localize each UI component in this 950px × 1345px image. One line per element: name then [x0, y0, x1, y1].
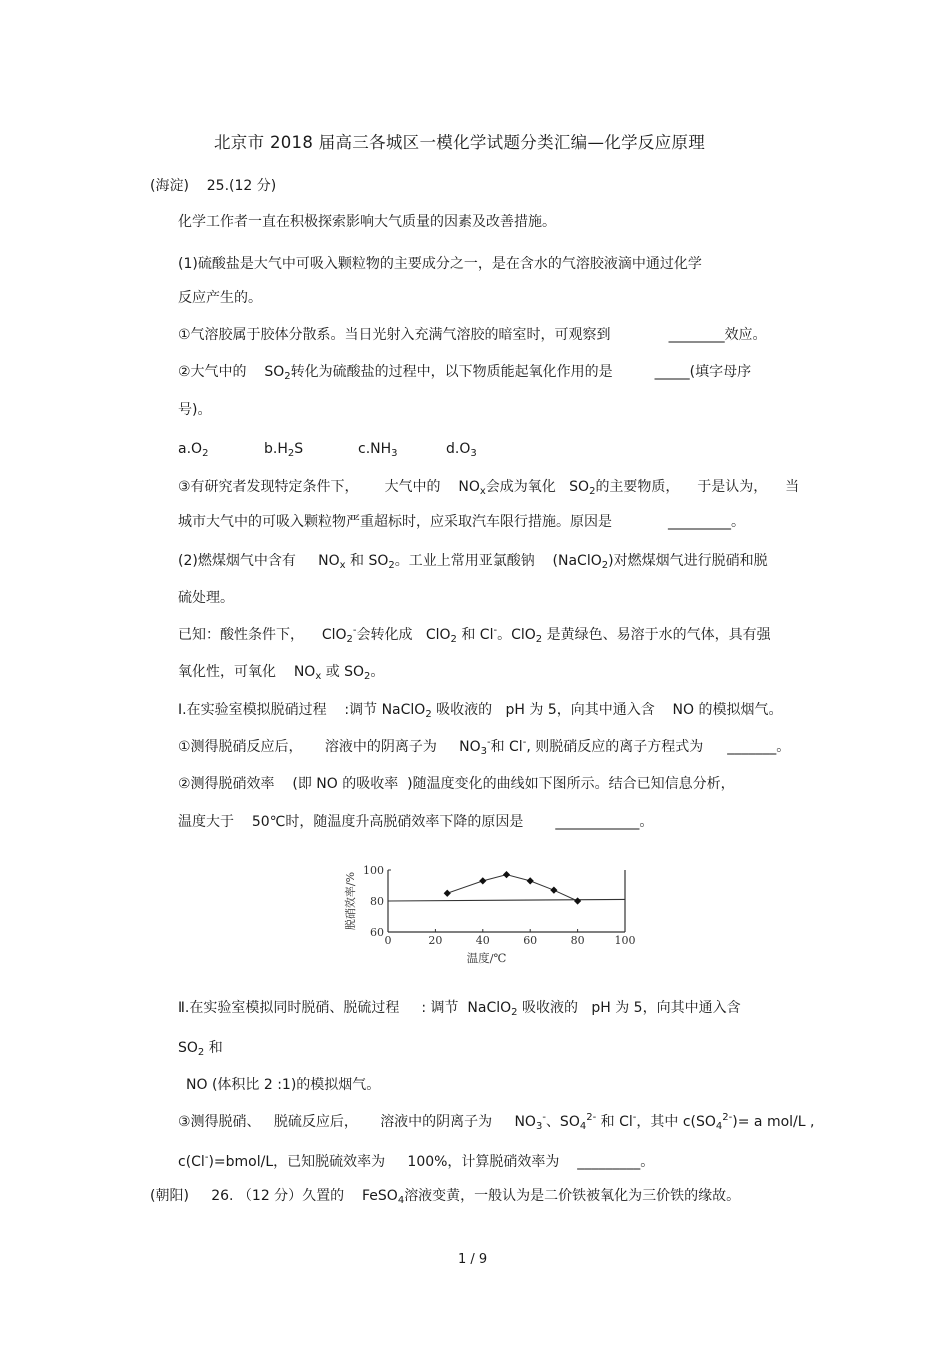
question-number: 25.(12 分)	[206, 178, 277, 194]
known-info-cont: 氧化性，可氧化 $NO_x$ 或 $SO_2$。	[178, 664, 385, 682]
subquestion-3-cont: 城市大气中的可吸入颗粒物严重超标时，应采取汽车限行措施。原因是 _________。	[178, 514, 745, 530]
denitration-efficiency-chart	[340, 858, 640, 970]
answer-blank: _________。	[577, 1154, 655, 1170]
question-26: (朝阳) 26. （12 分）久置的 FeSO$_4$溶液变黄，一般认为是二价铁被氧化为三价铁的缘故。	[150, 1188, 741, 1206]
answer-blank: ________效应。	[668, 327, 767, 343]
section-II-cont: $SO_2$ 和	[178, 1040, 223, 1058]
option-b: $b.H_2S$	[264, 441, 304, 459]
question-25-header	[150, 176, 276, 196]
answer-blank: _______。	[727, 739, 791, 755]
page-number: 1 / 9	[458, 1252, 488, 1267]
option-d: $d.O_3$	[446, 441, 477, 459]
option-a: $a.O_2$	[178, 441, 209, 459]
y-axis-label: 脱硝效率/%	[344, 871, 357, 931]
option-c: $c.NH_3$	[358, 441, 398, 459]
data-point	[550, 887, 557, 894]
data-point	[444, 890, 451, 897]
data-point	[527, 877, 534, 884]
x-axis-label: 温度/℃	[466, 951, 507, 965]
x-tick-label: 0	[384, 934, 392, 947]
section-I-q2-cont: 温度大于 50℃时，随温度升高脱硝效率下降的原因是 ____________。	[178, 814, 654, 830]
question-source: (海淀)	[150, 178, 189, 194]
part1-text: (1)硫酸盐是大气中可吸入颗粒物的主要成分之一，是在含水的气溶胶液滴中通过化学	[178, 256, 702, 272]
data-point	[479, 877, 486, 884]
subquestion-3: ③有研究者发现特定条件下， 大气中的 $NO_x$会成为氧化 $SO_2$的主要物质， 于是认为， 当	[178, 479, 800, 497]
reference-line	[388, 899, 625, 901]
y-tick-label: 60	[370, 926, 384, 939]
section-II-q3: ③测得脱硝、 脱硫反应后， 溶液中的阴离子为 $NO_3^-$、$SO_4^{2-}$ 和 Cl-，其中 $c(SO_4^{2-})= a$ mol/L ,	[178, 1112, 815, 1132]
section-II: Ⅱ.在实验室模拟同时脱硝、脱硫过程 : 调节 NaClO$_2$ 吸收液的 pH 为 5，向其中通入含	[178, 1000, 741, 1018]
subquestion-1: ①气溶胶属于胶体分散系。当日光射入充满气溶胶的暗室时，可观察到 ________效应。	[178, 327, 767, 343]
section-II-q4: c(Cl-)=bmol/L，已知脱硫效率为 100%，计算脱硝效率为 _________。	[178, 1152, 655, 1170]
section-I-q1: ①测得脱硝反应后， 溶液中的阴离子为 $NO_3^-$和 Cl-, 则脱硝反应的离子方程式为 _______。	[178, 737, 791, 757]
data-point	[503, 871, 510, 878]
y-tick-label: 80	[370, 895, 384, 908]
answer-blank: _____(填字母序	[654, 364, 752, 380]
part2-text: (2)燃煤烟气中含有 $NO_x$ 和 $SO_2$。工业上常用亚氯酸钠 (NaClO$_2$)对燃煤烟气进行脱硝和脱	[178, 553, 768, 571]
part2-text-cont: 硫处理。	[178, 590, 234, 606]
x-tick-label: 20	[428, 934, 443, 947]
section-I: Ⅰ.在实验室模拟脱硝过程 :调节 NaClO$_2$ 吸收液的 pH 为 5，向其中通入含 NO 的模拟烟气。	[178, 702, 783, 720]
x-tick-label: 80	[570, 934, 585, 947]
x-tick-label: 60	[523, 934, 538, 947]
y-tick-label: 100	[363, 864, 384, 877]
part1-text-cont: 反应产生的。	[178, 290, 262, 306]
section-II-cont2: NO (体积比 2 :1)的模拟烟气。	[186, 1077, 381, 1093]
intro-text: 化学工作者一直在积极探索影响大气质量的因素及改善措施。	[178, 214, 556, 230]
section-I-q2: ②测得脱硝效率 (即 NO 的吸收率 )随温度变化的曲线如下图所示。结合已知信息分析，	[178, 776, 735, 792]
page-title: 北京市 2018 届高三各城区一模化学试题分类汇编—化学反应原理	[214, 133, 706, 152]
answer-blank: _________。	[668, 514, 745, 530]
x-tick-label: 40	[475, 934, 490, 947]
answer-blank: ____________。	[555, 814, 654, 830]
series-line	[447, 875, 577, 901]
subquestion-2-cont: 号)。	[178, 402, 212, 418]
known-info: 已知：酸性条件下， ClO$_2$-会转化成 ClO$_2$ 和 Cl-。ClO$_2$ 是黄绿色、易溶于水的气体，具有强	[178, 625, 771, 645]
data-point	[574, 897, 581, 904]
subquestion-2: ②大气中的 $SO_2$转化为硫酸盐的过程中，以下物质能起氧化作用的是 _____(填字母序	[178, 364, 752, 382]
x-tick-label: 100	[614, 934, 636, 947]
question-source: (朝阳)	[150, 1188, 189, 1204]
